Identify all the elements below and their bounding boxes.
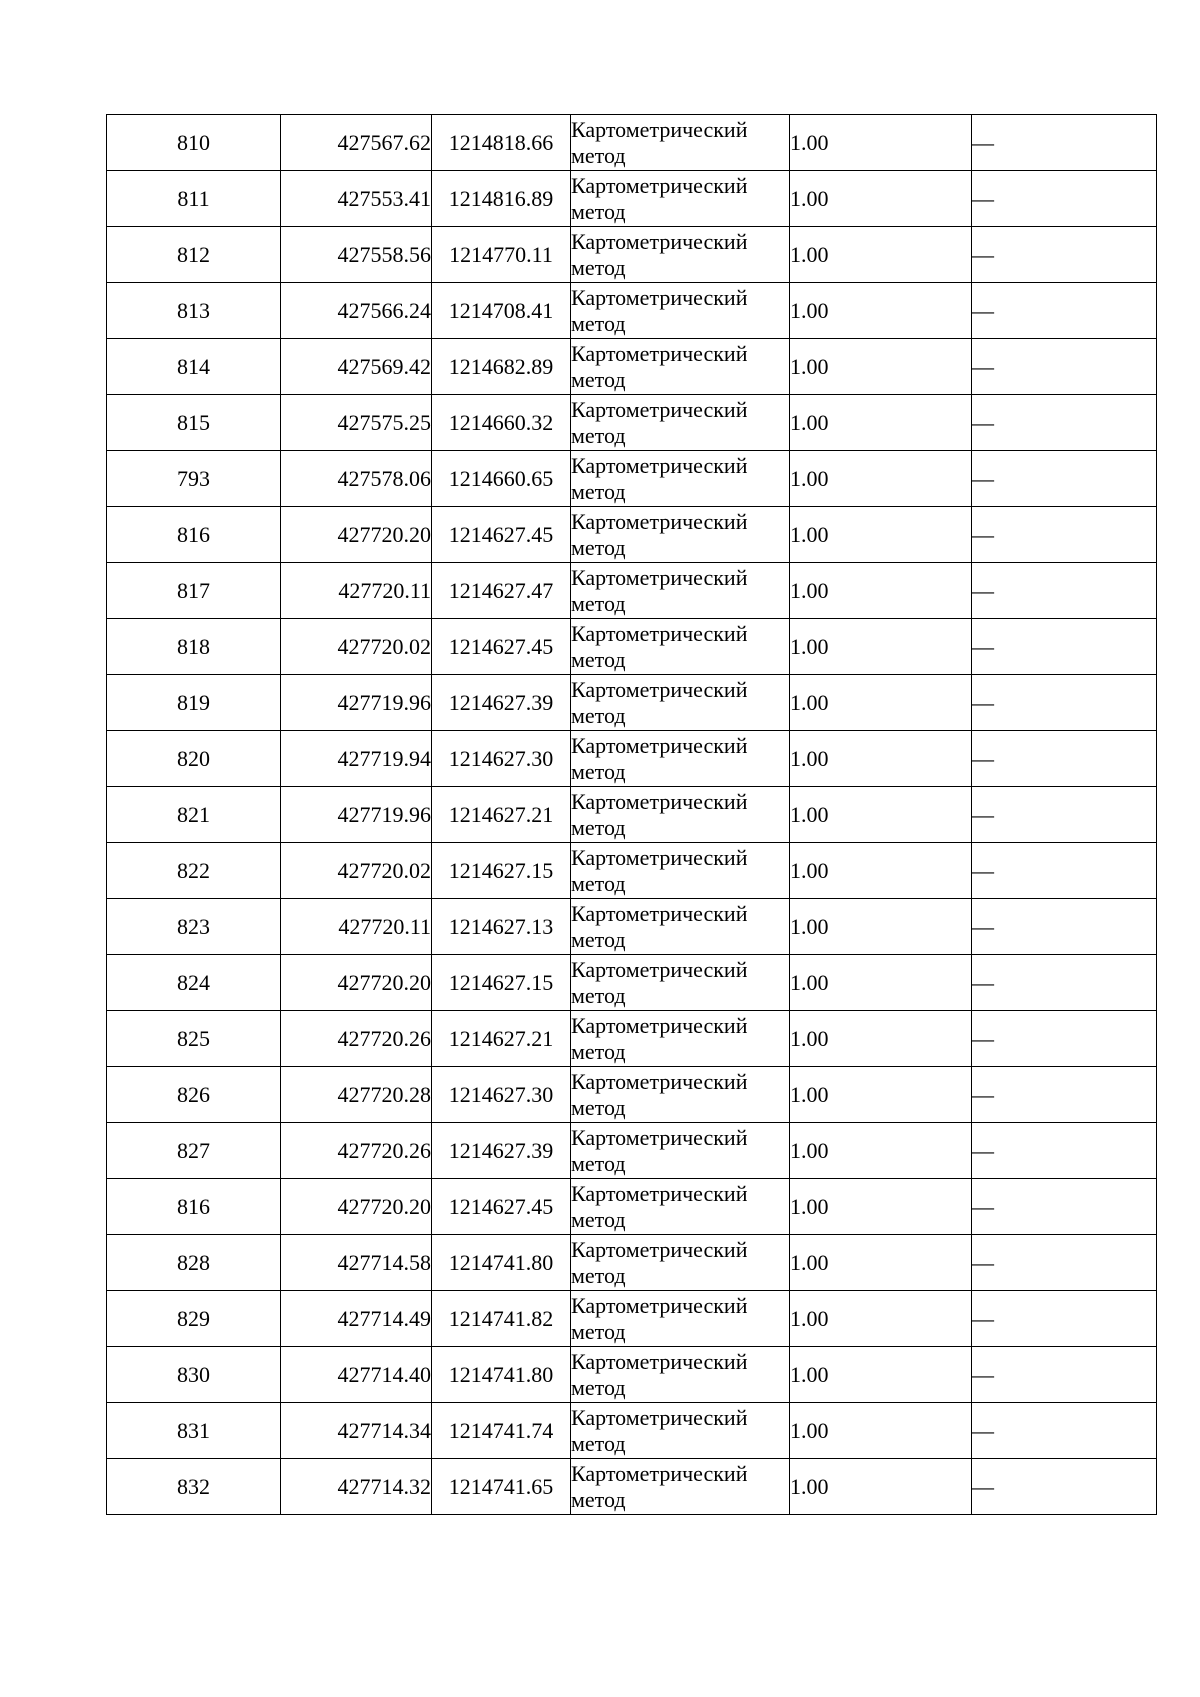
y-coordinate-cell: 1214627.45 [432,507,571,563]
accuracy-cell: 1.00 [790,395,972,451]
table-row [107,787,1157,843]
y-coordinate-cell: 1214627.39 [432,675,571,731]
point-number-cell: 820 [107,731,281,787]
method-text-line2: метод [571,366,626,392]
x-coordinate-cell: 427714.34 [281,1403,432,1459]
y-coordinate-cell: 1214627.47 [432,563,571,619]
table-row [107,507,1157,563]
method-cell [571,1459,790,1515]
point-number-cell: 832 [107,1459,281,1515]
description-cell: — [972,619,1157,675]
method-cell [571,1011,790,1067]
description-cell: — [972,283,1157,339]
method-text-line1: Картометрический [571,1460,748,1486]
x-coordinate-cell: 427720.20 [281,507,432,563]
point-number-cell: 822 [107,843,281,899]
method-text-line1: Картометрический [571,452,748,478]
method-cell [571,675,790,731]
method-text-line1: Картометрический [571,340,748,366]
y-coordinate-cell: 1214627.21 [432,787,571,843]
table-row [107,1347,1157,1403]
x-coordinate-cell: 427720.28 [281,1067,432,1123]
method-text-line2: метод [571,534,626,560]
table-row [107,339,1157,395]
accuracy-cell: 1.00 [790,955,972,1011]
point-number-cell: 814 [107,339,281,395]
method-text-line2: метод [571,254,626,280]
accuracy-cell: 1.00 [790,1347,972,1403]
method-text-line1: Картометрический [571,788,748,814]
x-coordinate-cell: 427720.26 [281,1123,432,1179]
method-cell [571,899,790,955]
accuracy-cell: 1.00 [790,563,972,619]
coordinates-table-body [107,115,1157,1515]
method-text-line1: Картометрический [571,732,748,758]
accuracy-cell: 1.00 [790,731,972,787]
method-text-line2: метод [571,1374,626,1400]
method-text-line2: метод [571,1038,626,1064]
method-text-line1: Картометрический [571,284,748,310]
point-number-cell: 826 [107,1067,281,1123]
method-cell [571,1347,790,1403]
accuracy-cell: 1.00 [790,675,972,731]
method-text-line1: Картометрический [571,1236,748,1262]
method-text-line2: метод [571,198,626,224]
accuracy-cell: 1.00 [790,1011,972,1067]
method-cell [571,171,790,227]
method-cell [571,227,790,283]
method-cell [571,1067,790,1123]
point-number-cell: 821 [107,787,281,843]
method-cell [571,451,790,507]
x-coordinate-cell: 427553.41 [281,171,432,227]
x-coordinate-cell: 427719.96 [281,787,432,843]
method-cell [571,731,790,787]
table-row [107,955,1157,1011]
y-coordinate-cell: 1214627.15 [432,843,571,899]
method-cell [571,283,790,339]
method-text-line1: Картометрический [571,956,748,982]
accuracy-cell: 1.00 [790,1403,972,1459]
method-text-line2: метод [571,926,626,952]
x-coordinate-cell: 427714.32 [281,1459,432,1515]
point-number-cell: 810 [107,115,281,171]
y-coordinate-cell: 1214627.21 [432,1011,571,1067]
table-row [107,395,1157,451]
method-cell [571,507,790,563]
accuracy-cell: 1.00 [790,339,972,395]
method-text-line2: метод [571,142,626,168]
y-coordinate-cell: 1214741.65 [432,1459,571,1515]
x-coordinate-cell: 427720.20 [281,1179,432,1235]
table-row [107,1235,1157,1291]
y-coordinate-cell: 1214627.45 [432,1179,571,1235]
method-cell [571,619,790,675]
y-coordinate-cell: 1214627.30 [432,1067,571,1123]
method-text-line1: Картометрический [571,676,748,702]
point-number-cell: 823 [107,899,281,955]
y-coordinate-cell: 1214660.65 [432,451,571,507]
method-text-line2: метод [571,1430,626,1456]
y-coordinate-cell: 1214741.74 [432,1403,571,1459]
y-coordinate-cell: 1214627.15 [432,955,571,1011]
x-coordinate-cell: 427714.58 [281,1235,432,1291]
x-coordinate-cell: 427720.02 [281,843,432,899]
method-text-line1: Картометрический [571,1068,748,1094]
accuracy-cell: 1.00 [790,1459,972,1515]
y-coordinate-cell: 1214818.66 [432,115,571,171]
table-row [107,1291,1157,1347]
point-number-cell: 828 [107,1235,281,1291]
method-text-line2: метод [571,590,626,616]
y-coordinate-cell: 1214770.11 [432,227,571,283]
x-coordinate-cell: 427720.02 [281,619,432,675]
table-row [107,1459,1157,1515]
method-text-line1: Картометрический [571,900,748,926]
method-cell [571,1123,790,1179]
y-coordinate-cell: 1214627.30 [432,731,571,787]
method-text-line1: Картометрический [571,172,748,198]
x-coordinate-cell: 427567.62 [281,115,432,171]
y-coordinate-cell: 1214627.45 [432,619,571,675]
accuracy-cell: 1.00 [790,171,972,227]
description-cell: — [972,227,1157,283]
accuracy-cell: 1.00 [790,1291,972,1347]
accuracy-cell: 1.00 [790,787,972,843]
point-number-cell: 825 [107,1011,281,1067]
y-coordinate-cell: 1214741.80 [432,1235,571,1291]
method-cell [571,563,790,619]
description-cell: — [972,1067,1157,1123]
accuracy-cell: 1.00 [790,1235,972,1291]
method-text-line1: Картометрический [571,1404,748,1430]
method-cell [571,1179,790,1235]
method-cell [571,1235,790,1291]
accuracy-cell: 1.00 [790,507,972,563]
method-cell [571,115,790,171]
description-cell: — [972,395,1157,451]
method-text-line2: метод [571,646,626,672]
method-text-line2: метод [571,310,626,336]
description-cell: — [972,731,1157,787]
table-row [107,283,1157,339]
method-text-line1: Картометрический [571,1012,748,1038]
y-coordinate-cell: 1214741.80 [432,1347,571,1403]
x-coordinate-cell: 427558.56 [281,227,432,283]
method-text-line2: метод [571,1486,626,1512]
y-coordinate-cell: 1214627.13 [432,899,571,955]
table-row [107,899,1157,955]
description-cell: — [972,1011,1157,1067]
table-row [107,1123,1157,1179]
method-cell [571,395,790,451]
method-cell [571,1291,790,1347]
method-cell [571,955,790,1011]
method-cell [571,339,790,395]
description-cell: — [972,171,1157,227]
point-number-cell: 815 [107,395,281,451]
description-cell: — [972,1291,1157,1347]
description-cell: — [972,1347,1157,1403]
method-text-line1: Картометрический [571,564,748,590]
method-text-line2: метод [571,1094,626,1120]
table-row [107,843,1157,899]
method-text-line2: метод [571,982,626,1008]
description-cell: — [972,1459,1157,1515]
method-text-line2: метод [571,422,626,448]
table-row [107,1403,1157,1459]
description-cell: — [972,787,1157,843]
y-coordinate-cell: 1214741.82 [432,1291,571,1347]
y-coordinate-cell: 1214816.89 [432,171,571,227]
x-coordinate-cell: 427720.11 [281,899,432,955]
table-row [107,731,1157,787]
x-coordinate-cell: 427720.11 [281,563,432,619]
table-row [107,675,1157,731]
point-number-cell: 812 [107,227,281,283]
x-coordinate-cell: 427575.25 [281,395,432,451]
point-number-cell: 824 [107,955,281,1011]
coordinates-table [106,114,1157,1515]
accuracy-cell: 1.00 [790,1179,972,1235]
description-cell: — [972,955,1157,1011]
x-coordinate-cell: 427714.40 [281,1347,432,1403]
accuracy-cell: 1.00 [790,451,972,507]
method-text-line2: метод [571,1318,626,1344]
point-number-cell: 811 [107,171,281,227]
method-text-line1: Картометрический [571,844,748,870]
point-number-cell: 818 [107,619,281,675]
y-coordinate-cell: 1214708.41 [432,283,571,339]
x-coordinate-cell: 427720.26 [281,1011,432,1067]
x-coordinate-cell: 427714.49 [281,1291,432,1347]
accuracy-cell: 1.00 [790,1123,972,1179]
method-text-line1: Картометрический [571,1292,748,1318]
x-coordinate-cell: 427569.42 [281,339,432,395]
y-coordinate-cell: 1214660.32 [432,395,571,451]
method-cell [571,787,790,843]
point-number-cell: 827 [107,1123,281,1179]
description-cell: — [972,1235,1157,1291]
method-text-line2: метод [571,758,626,784]
description-cell: — [972,507,1157,563]
method-text-line1: Картометрический [571,228,748,254]
point-number-cell: 816 [107,1179,281,1235]
table-row [107,619,1157,675]
description-cell: — [972,899,1157,955]
point-number-cell: 816 [107,507,281,563]
x-coordinate-cell: 427719.96 [281,675,432,731]
method-text-line1: Картометрический [571,620,748,646]
accuracy-cell: 1.00 [790,283,972,339]
method-cell [571,1403,790,1459]
method-text-line2: метод [571,1150,626,1176]
accuracy-cell: 1.00 [790,227,972,283]
method-text-line2: метод [571,478,626,504]
method-text-line2: метод [571,870,626,896]
point-number-cell: 830 [107,1347,281,1403]
description-cell: — [972,675,1157,731]
table-row [107,171,1157,227]
table-row [107,563,1157,619]
method-text-line2: метод [571,702,626,728]
method-text-line1: Картометрический [571,1348,748,1374]
point-number-cell: 793 [107,451,281,507]
point-number-cell: 829 [107,1291,281,1347]
description-cell: — [972,563,1157,619]
table-row [107,1011,1157,1067]
accuracy-cell: 1.00 [790,619,972,675]
method-text-line2: метод [571,1206,626,1232]
table-row [107,227,1157,283]
method-text-line1: Картометрический [571,396,748,422]
description-cell: — [972,843,1157,899]
x-coordinate-cell: 427578.06 [281,451,432,507]
point-number-cell: 813 [107,283,281,339]
point-number-cell: 819 [107,675,281,731]
y-coordinate-cell: 1214627.39 [432,1123,571,1179]
method-text-line2: метод [571,814,626,840]
description-cell: — [972,1403,1157,1459]
accuracy-cell: 1.00 [790,115,972,171]
x-coordinate-cell: 427566.24 [281,283,432,339]
point-number-cell: 817 [107,563,281,619]
y-coordinate-cell: 1214682.89 [432,339,571,395]
point-number-cell: 831 [107,1403,281,1459]
table-row [107,115,1157,171]
accuracy-cell: 1.00 [790,843,972,899]
accuracy-cell: 1.00 [790,899,972,955]
table-row [107,1067,1157,1123]
table-row [107,451,1157,507]
description-cell: — [972,115,1157,171]
method-text-line2: метод [571,1262,626,1288]
x-coordinate-cell: 427720.20 [281,955,432,1011]
description-cell: — [972,339,1157,395]
method-text-line1: Картометрический [571,1180,748,1206]
x-coordinate-cell: 427719.94 [281,731,432,787]
method-text-line1: Картометрический [571,508,748,534]
method-text-line1: Картометрический [571,1124,748,1150]
description-cell: — [972,1123,1157,1179]
description-cell: — [972,1179,1157,1235]
method-text-line1: Картометрический [571,116,748,142]
method-cell [571,843,790,899]
accuracy-cell: 1.00 [790,1067,972,1123]
table-row [107,1179,1157,1235]
description-cell: — [972,451,1157,507]
